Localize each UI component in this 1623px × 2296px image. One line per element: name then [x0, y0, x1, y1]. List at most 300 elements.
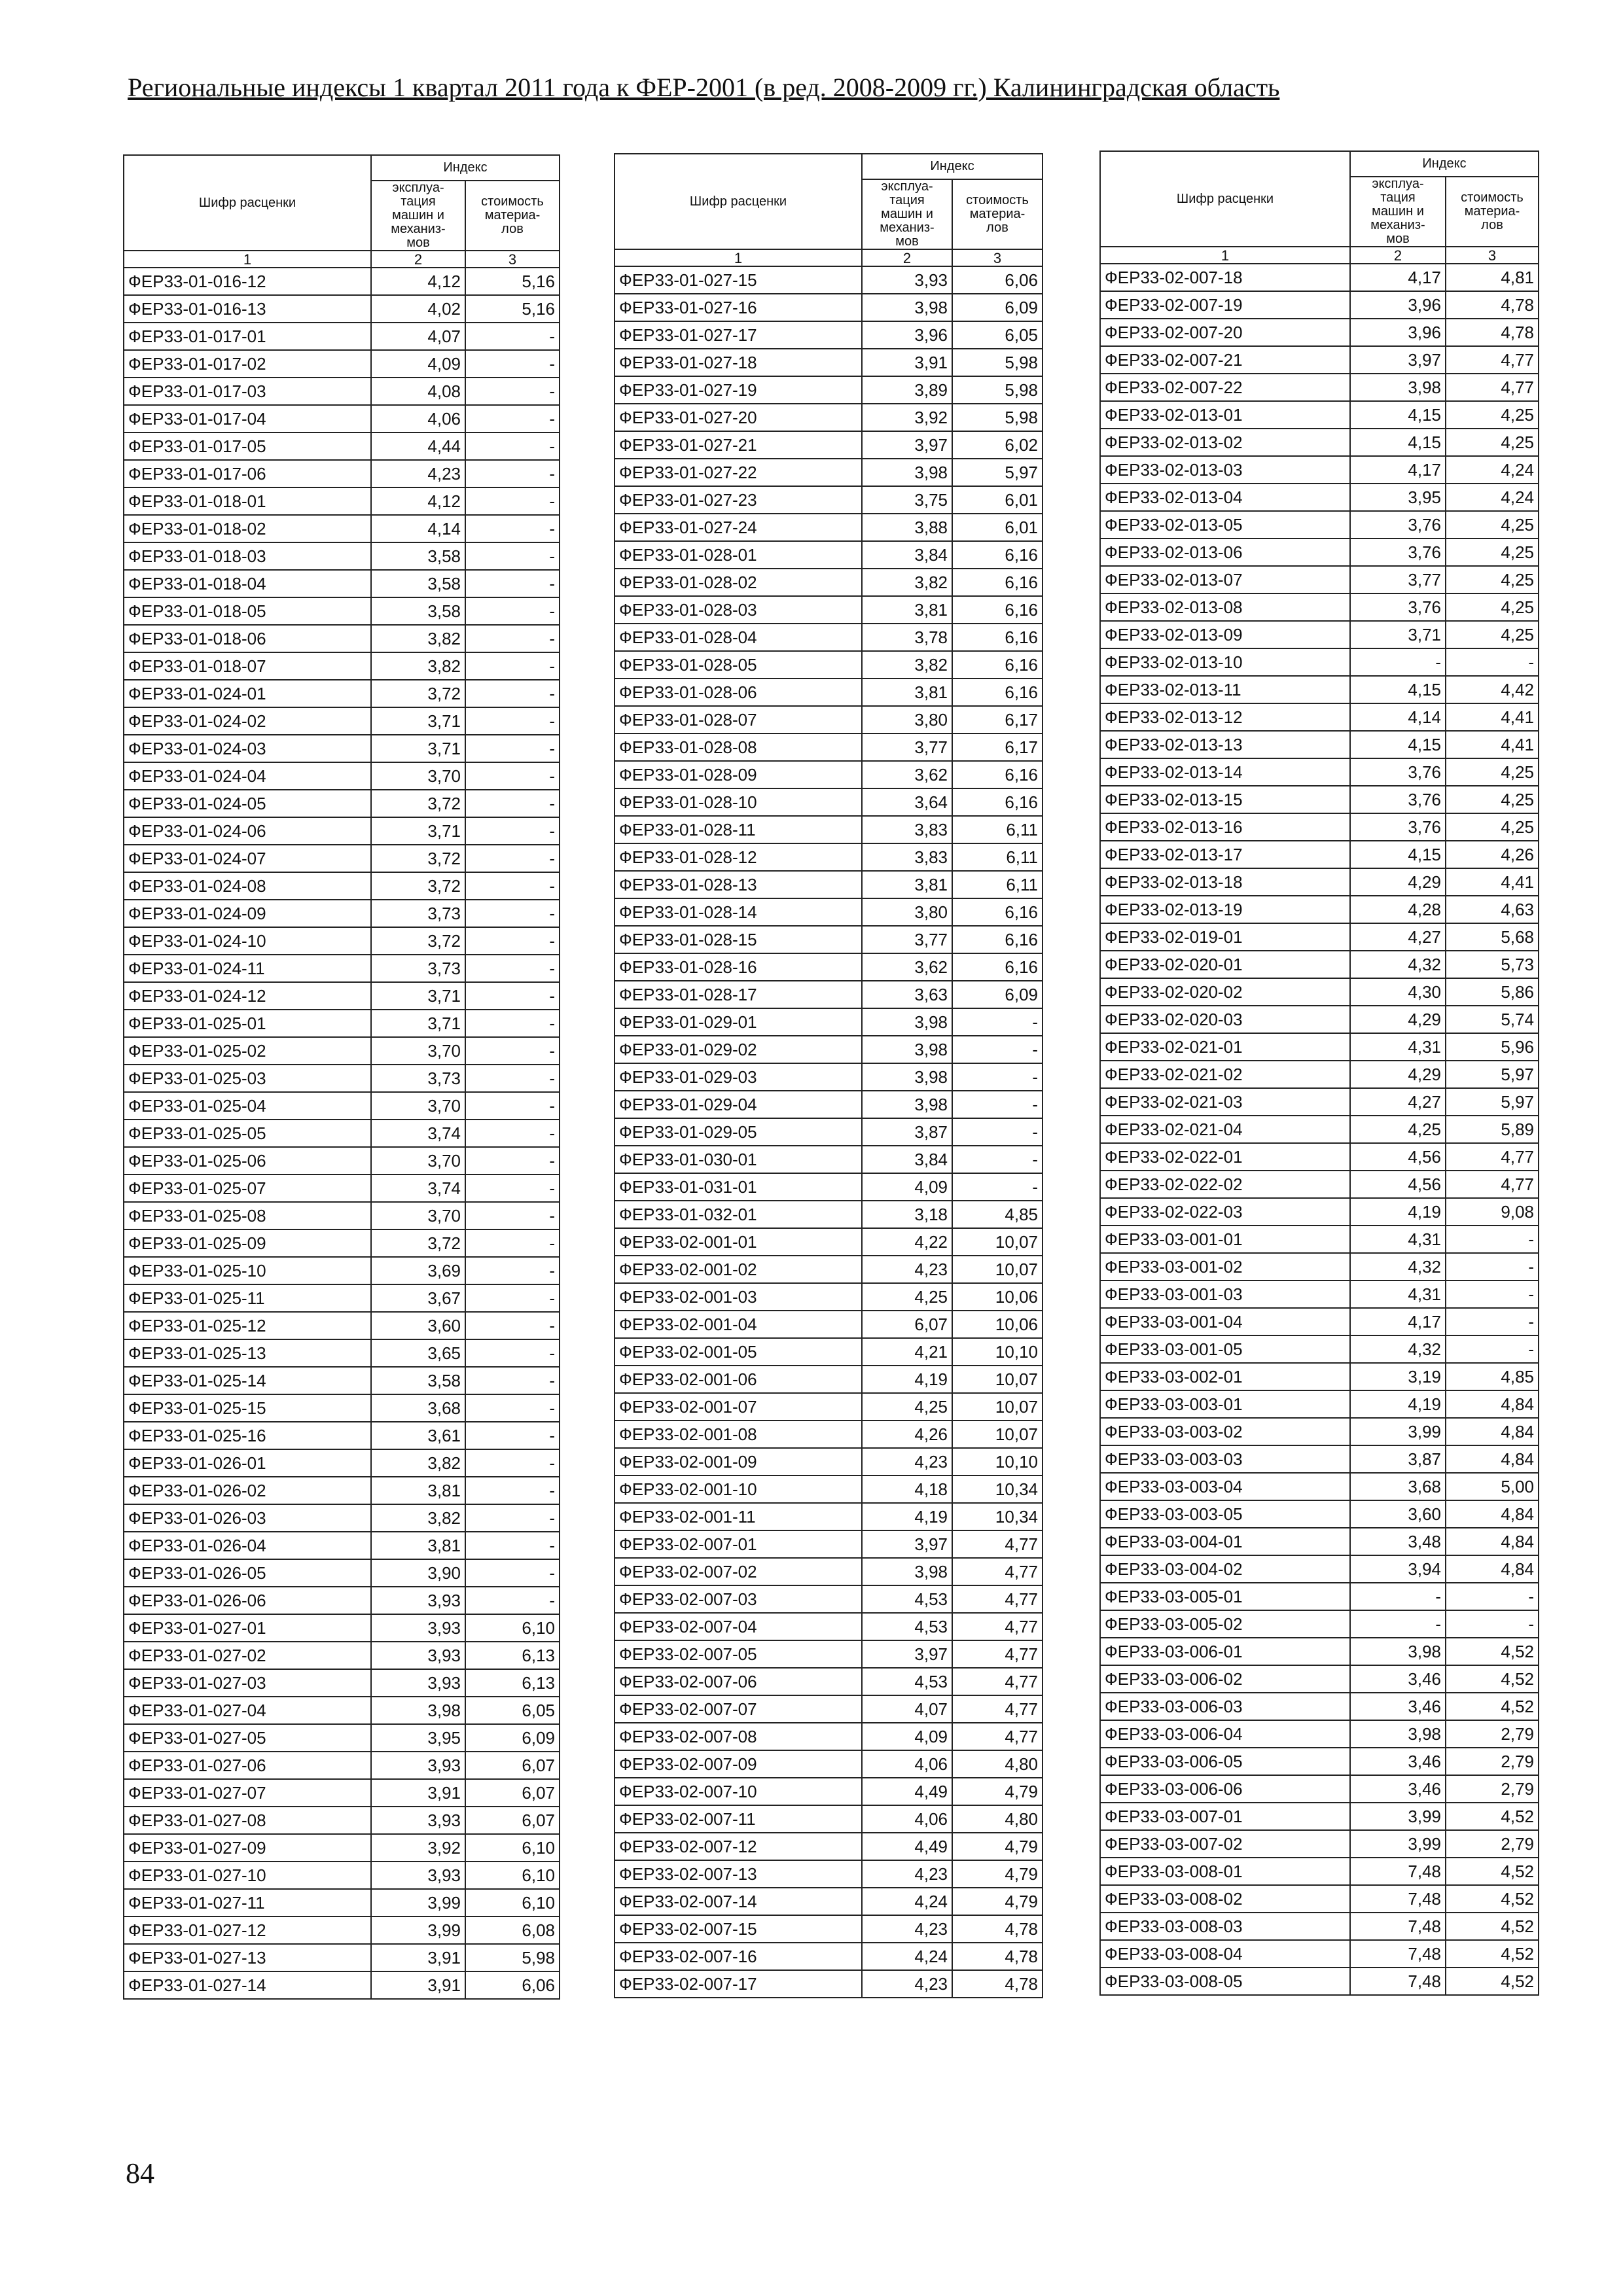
materials-index-cell: -	[465, 1504, 560, 1532]
table-row	[124, 1092, 560, 1120]
rate-code-cell: ФЕР33-02-013-14	[1100, 758, 1350, 786]
machines-index-cell: 3,95	[1350, 484, 1446, 511]
machines-index-cell: 3,76	[1350, 813, 1446, 841]
machines-index-cell: 3,96	[1350, 291, 1446, 319]
rate-code-cell: ФЕР33-02-001-04	[615, 1311, 862, 1338]
table-row	[1100, 758, 1539, 786]
rate-code-cell: ФЕР33-01-028-05	[615, 651, 862, 679]
table-row	[124, 1504, 560, 1532]
materials-index-cell: 6,17	[952, 706, 1043, 733]
materials-index-cell: 6,09	[465, 1724, 560, 1752]
table-row	[615, 1915, 1043, 1943]
machines-index-cell: 4,23	[371, 460, 465, 487]
table-row	[1100, 1363, 1539, 1390]
machines-index-cell: 4,23	[862, 1860, 952, 1888]
machines-index-cell: 4,26	[862, 1421, 952, 1448]
rate-code-cell: ФЕР33-01-025-15	[124, 1394, 371, 1422]
rate-code-cell: ФЕР33-03-005-02	[1100, 1610, 1350, 1638]
rate-code-cell: ФЕР33-01-027-24	[615, 514, 862, 541]
rate-code-cell: ФЕР33-01-024-03	[124, 735, 371, 762]
machines-index-cell: 3,91	[371, 1944, 465, 1971]
machines-index-cell: 3,46	[1350, 1665, 1446, 1693]
materials-index-cell: 6,07	[465, 1752, 560, 1779]
table-row	[124, 1284, 560, 1312]
table-row	[124, 295, 560, 323]
materials-index-cell: 4,25	[1446, 429, 1539, 456]
table-row	[1100, 1308, 1539, 1335]
rate-code-cell: ФЕР33-01-028-12	[615, 843, 862, 871]
table-row	[615, 706, 1043, 733]
price-index-table-2	[614, 153, 1043, 1998]
machines-index-cell: 4,15	[1350, 429, 1446, 456]
machines-index-cell: 3,82	[371, 652, 465, 680]
rate-code-cell: ФЕР33-01-027-13	[124, 1944, 371, 1971]
materials-index-cell: -	[465, 323, 560, 350]
table-row	[1100, 566, 1539, 593]
materials-index-cell: 6,01	[952, 514, 1043, 541]
rate-code-cell: ФЕР33-01-027-12	[124, 1916, 371, 1944]
rate-code-cell: ФЕР33-02-007-22	[1100, 374, 1350, 401]
table-row	[1100, 703, 1539, 731]
materials-index-cell: -	[465, 735, 560, 762]
machines-index-cell: 3,99	[1350, 1803, 1446, 1830]
materials-index-cell: -	[465, 1202, 560, 1229]
rate-code-cell: ФЕР33-01-028-02	[615, 569, 862, 596]
machines-index-cell: 4,15	[1350, 676, 1446, 703]
table-row	[124, 1559, 560, 1587]
materials-index-cell: 6,05	[952, 321, 1043, 349]
machines-index-cell: 3,91	[862, 349, 952, 376]
rate-code-cell: ФЕР33-01-024-06	[124, 817, 371, 845]
materials-index-cell: -	[1446, 1280, 1539, 1308]
rate-code-cell: ФЕР33-02-001-11	[615, 1503, 862, 1530]
rate-code-cell: ФЕР33-01-029-03	[615, 1063, 862, 1091]
table-row	[615, 871, 1043, 898]
table-row	[124, 900, 560, 927]
materials-index-cell: 5,98	[465, 1944, 560, 1971]
machines-index-cell: 4,49	[862, 1833, 952, 1860]
materials-index-cell: 6,16	[952, 898, 1043, 926]
rate-code-cell: ФЕР33-02-001-09	[615, 1448, 862, 1475]
machines-index-cell: 4,07	[371, 323, 465, 350]
materials-index-cell: 4,52	[1446, 1968, 1539, 1995]
machines-index-cell: 3,96	[862, 321, 952, 349]
rate-code-cell: ФЕР33-02-001-05	[615, 1338, 862, 1366]
materials-index-cell: 4,78	[952, 1915, 1043, 1943]
rate-code-cell: ФЕР33-01-028-07	[615, 706, 862, 733]
table-row	[615, 898, 1043, 926]
rate-code-cell: ФЕР33-02-013-19	[1100, 896, 1350, 923]
rate-code-cell: ФЕР33-01-028-13	[615, 871, 862, 898]
machines-index-cell: 3,58	[371, 570, 465, 597]
materials-index-cell: 6,16	[952, 541, 1043, 569]
machines-index-cell: 3,98	[862, 1558, 952, 1585]
table-row	[615, 1063, 1043, 1091]
materials-index-cell: 6,13	[465, 1642, 560, 1669]
materials-index-cell: -	[465, 460, 560, 487]
table-row	[124, 597, 560, 625]
table-row	[124, 1449, 560, 1477]
table-row	[1100, 1528, 1539, 1555]
rate-code-cell: ФЕР33-01-027-20	[615, 404, 862, 431]
table-row	[124, 515, 560, 542]
machines-index-cell: 3,98	[862, 1036, 952, 1063]
machines-index-cell: 3,82	[371, 1449, 465, 1477]
table-row	[124, 817, 560, 845]
machines-index-cell: 4,31	[1350, 1033, 1446, 1061]
table-row	[1100, 429, 1539, 456]
machines-index-cell: 3,76	[1350, 593, 1446, 621]
machines-index-cell: 3,98	[1350, 1720, 1446, 1748]
materials-index-cell: 4,77	[952, 1558, 1043, 1585]
table-row	[124, 1642, 560, 1669]
machines-index-cell: 3,46	[1350, 1775, 1446, 1803]
table-row	[1100, 1088, 1539, 1116]
materials-index-cell: 4,77	[952, 1723, 1043, 1750]
table-row	[124, 1010, 560, 1037]
materials-index-cell: 6,11	[952, 816, 1043, 843]
rate-code-cell: ФЕР33-03-003-04	[1100, 1473, 1350, 1500]
machines-index-cell: 4,32	[1350, 1253, 1446, 1280]
table-row	[124, 323, 560, 350]
machines-index-cell: 3,98	[862, 1091, 952, 1118]
materials-index-cell: -	[465, 762, 560, 790]
table-row	[615, 761, 1043, 788]
rate-code-cell: ФЕР33-01-028-17	[615, 981, 862, 1008]
materials-index-cell: 4,77	[1446, 374, 1539, 401]
materials-index-cell: -	[465, 955, 560, 982]
rate-code-cell: ФЕР33-01-018-03	[124, 542, 371, 570]
table-row	[615, 1585, 1043, 1613]
machines-index-cell: 3,18	[862, 1201, 952, 1228]
rate-code-cell: ФЕР33-02-007-10	[615, 1778, 862, 1805]
machines-column-header: эксплуа- тация машин и механиз- мов	[862, 179, 952, 249]
machines-index-cell: 3,58	[371, 1367, 465, 1394]
materials-index-cell: 4,79	[952, 1860, 1043, 1888]
materials-index-cell: 6,07	[465, 1807, 560, 1834]
machines-index-cell: 3,92	[862, 404, 952, 431]
machines-index-cell: 3,72	[371, 845, 465, 872]
rate-code-cell: ФЕР33-03-004-01	[1100, 1528, 1350, 1555]
materials-index-cell: 6,16	[952, 788, 1043, 816]
rate-code-cell: ФЕР33-03-006-02	[1100, 1665, 1350, 1693]
machines-index-cell: 4,12	[371, 268, 465, 295]
table-row	[615, 1008, 1043, 1036]
table-row	[1100, 868, 1539, 896]
rate-code-cell: ФЕР33-02-022-01	[1100, 1143, 1350, 1171]
rate-code-cell: ФЕР33-01-017-06	[124, 460, 371, 487]
rate-code-cell: ФЕР33-01-025-12	[124, 1312, 371, 1339]
rate-code-cell: ФЕР33-01-027-03	[124, 1669, 371, 1697]
table-row	[1100, 1803, 1539, 1830]
machines-index-cell: 3,87	[1350, 1445, 1446, 1473]
machines-index-cell: 3,99	[371, 1916, 465, 1944]
machines-index-cell: 3,48	[1350, 1528, 1446, 1555]
materials-index-cell: -	[465, 1174, 560, 1202]
materials-index-cell: 6,01	[952, 486, 1043, 514]
table-row	[615, 514, 1043, 541]
machines-index-cell: 4,12	[371, 487, 465, 515]
table-row	[615, 981, 1043, 1008]
machines-index-cell: 4,19	[1350, 1390, 1446, 1418]
materials-index-cell: -	[465, 1065, 560, 1092]
rate-code-cell: ФЕР33-02-020-03	[1100, 1006, 1350, 1033]
materials-index-cell: 5,97	[1446, 1088, 1539, 1116]
materials-index-cell: -	[465, 790, 560, 817]
table-row	[1100, 1885, 1539, 1913]
table-row	[124, 542, 560, 570]
rate-code-cell: ФЕР33-02-001-08	[615, 1421, 862, 1448]
materials-index-cell: -	[465, 1284, 560, 1312]
machines-index-cell: 4,09	[862, 1723, 952, 1750]
rate-code-cell: ФЕР33-01-026-01	[124, 1449, 371, 1477]
machines-index-cell: 3,80	[862, 706, 952, 733]
rate-code-cell: ФЕР33-02-013-09	[1100, 621, 1350, 648]
materials-index-cell: 4,77	[1446, 346, 1539, 374]
materials-index-cell: 6,16	[952, 596, 1043, 624]
machines-index-cell: 4,06	[862, 1805, 952, 1833]
index-column-header: Индекс	[862, 154, 1043, 179]
machines-index-cell: 3,74	[371, 1120, 465, 1147]
rate-code-cell: ФЕР33-01-025-09	[124, 1229, 371, 1257]
materials-index-cell: 4,85	[952, 1201, 1043, 1228]
rate-code-cell: ФЕР33-01-028-06	[615, 679, 862, 706]
materials-index-cell: -	[465, 1312, 560, 1339]
table-row	[615, 459, 1043, 486]
machines-index-cell: 4,02	[371, 295, 465, 323]
table-row	[615, 541, 1043, 569]
machines-index-cell: 3,46	[1350, 1693, 1446, 1720]
table-row	[1100, 456, 1539, 484]
machines-index-cell: 3,71	[1350, 621, 1446, 648]
rate-code-cell: ФЕР33-02-021-04	[1100, 1116, 1350, 1143]
machines-index-cell: 3,81	[862, 596, 952, 624]
table-row	[1100, 841, 1539, 868]
table-row	[124, 955, 560, 982]
machines-index-cell: 4,17	[1350, 264, 1446, 291]
table-row	[615, 1613, 1043, 1640]
materials-index-cell: 4,77	[952, 1695, 1043, 1723]
materials-index-cell: 4,80	[952, 1805, 1043, 1833]
table-row	[615, 1503, 1043, 1530]
machines-index-cell: 4,06	[371, 405, 465, 433]
rate-code-cell: ФЕР33-02-007-09	[615, 1750, 862, 1778]
table-row	[615, 926, 1043, 953]
rate-code-cell: ФЕР33-01-018-02	[124, 515, 371, 542]
rate-code-cell: ФЕР33-03-007-02	[1100, 1830, 1350, 1858]
rate-code-cell: ФЕР33-02-021-03	[1100, 1088, 1350, 1116]
machines-index-cell: 4,17	[1350, 1308, 1446, 1335]
machines-index-cell: 3,80	[862, 898, 952, 926]
table-row	[615, 294, 1043, 321]
rate-code-cell: ФЕР33-02-001-07	[615, 1393, 862, 1421]
materials-index-cell: 4,80	[952, 1750, 1043, 1778]
rate-code-cell: ФЕР33-03-005-01	[1100, 1583, 1350, 1610]
table-row	[615, 596, 1043, 624]
materials-index-cell: 4,79	[952, 1778, 1043, 1805]
materials-index-cell: 4,41	[1446, 731, 1539, 758]
rate-code-cell: ФЕР33-01-027-21	[615, 431, 862, 459]
machines-index-cell: 3,82	[371, 1504, 465, 1532]
machines-index-cell: 4,19	[862, 1366, 952, 1393]
materials-index-cell: 4,77	[952, 1668, 1043, 1695]
rate-code-cell: ФЕР33-02-019-01	[1100, 923, 1350, 951]
machines-index-cell: 3,97	[1350, 346, 1446, 374]
materials-index-cell: 6,17	[952, 733, 1043, 761]
machines-index-cell: 3,70	[371, 1202, 465, 1229]
machines-index-cell: 4,53	[862, 1585, 952, 1613]
table-row	[1100, 951, 1539, 978]
machines-index-cell: 3,63	[862, 981, 952, 1008]
materials-index-cell: 10,07	[952, 1256, 1043, 1283]
rate-code-cell: ФЕР33-03-001-05	[1100, 1335, 1350, 1363]
materials-index-cell: -	[465, 680, 560, 707]
materials-index-cell: 10,10	[952, 1338, 1043, 1366]
materials-index-cell: 4,52	[1446, 1665, 1539, 1693]
materials-index-cell: 6,16	[952, 651, 1043, 679]
materials-column-header: стоимость материа- лов	[1446, 177, 1539, 247]
table-row	[1100, 978, 1539, 1006]
table-row	[1100, 1775, 1539, 1803]
machines-index-cell: 3,76	[1350, 758, 1446, 786]
machines-index-cell: 4,32	[1350, 1335, 1446, 1363]
table-row	[1100, 319, 1539, 346]
table-row	[615, 1888, 1043, 1915]
materials-index-cell: 10,34	[952, 1475, 1043, 1503]
materials-index-cell: -	[465, 1559, 560, 1587]
machines-index-cell: 3,46	[1350, 1748, 1446, 1775]
materials-index-cell: -	[1446, 1308, 1539, 1335]
machines-index-cell: 3,81	[862, 679, 952, 706]
table-row	[1100, 1280, 1539, 1308]
materials-index-cell: 4,84	[1446, 1418, 1539, 1445]
materials-index-cell: 5,00	[1446, 1473, 1539, 1500]
materials-index-cell: 4,25	[1446, 539, 1539, 566]
machines-index-cell: 3,73	[371, 955, 465, 982]
machines-index-cell: 3,58	[371, 542, 465, 570]
materials-index-cell: 4,77	[952, 1640, 1043, 1668]
materials-index-cell: -	[465, 652, 560, 680]
rate-code-cell: ФЕР33-01-024-11	[124, 955, 371, 982]
machines-index-cell: 3,68	[371, 1394, 465, 1422]
machines-index-cell: 3,82	[862, 651, 952, 679]
table-row	[124, 1862, 560, 1889]
table-row	[124, 625, 560, 652]
machines-index-cell: 3,93	[371, 1642, 465, 1669]
machines-index-cell: 3,89	[862, 376, 952, 404]
rate-code-cell: ФЕР33-02-001-10	[615, 1475, 862, 1503]
materials-index-cell: -	[465, 1147, 560, 1174]
table-row	[615, 624, 1043, 651]
machines-index-cell: 4,17	[1350, 456, 1446, 484]
machines-index-cell: 3,77	[862, 733, 952, 761]
rate-code-cell: ФЕР33-01-025-07	[124, 1174, 371, 1202]
machines-index-cell: 3,97	[862, 1530, 952, 1558]
table-row	[1100, 484, 1539, 511]
table-row	[124, 982, 560, 1010]
table-row	[1100, 1913, 1539, 1940]
materials-index-cell: -	[465, 1422, 560, 1449]
machines-index-cell: 3,93	[371, 1862, 465, 1889]
rate-code-cell: ФЕР33-03-001-02	[1100, 1253, 1350, 1280]
table-row	[124, 1752, 560, 1779]
table-row	[1100, 1473, 1539, 1500]
machines-index-cell: 4,15	[1350, 731, 1446, 758]
machines-index-cell: 7,48	[1350, 1885, 1446, 1913]
materials-index-cell: 6,02	[952, 431, 1043, 459]
materials-index-cell: 4,52	[1446, 1858, 1539, 1885]
materials-index-cell: -	[465, 927, 560, 955]
machines-index-cell: 4,14	[1350, 703, 1446, 731]
machines-index-cell: 3,19	[1350, 1363, 1446, 1390]
table-row	[615, 1256, 1043, 1283]
materials-index-cell: 6,10	[465, 1862, 560, 1889]
rate-code-cell: ФЕР33-01-027-11	[124, 1889, 371, 1916]
rate-code-cell: ФЕР33-01-024-02	[124, 707, 371, 735]
table-row	[124, 1312, 560, 1339]
rate-code-cell: ФЕР33-02-001-02	[615, 1256, 862, 1283]
materials-index-cell: 6,10	[465, 1614, 560, 1642]
machines-index-cell: 3,99	[1350, 1830, 1446, 1858]
materials-index-cell: -	[1446, 1610, 1539, 1638]
table-row	[615, 1173, 1043, 1201]
rate-code-cell: ФЕР33-02-022-02	[1100, 1171, 1350, 1198]
machines-index-cell: -	[1350, 648, 1446, 676]
rate-code-cell: ФЕР33-02-007-18	[1100, 264, 1350, 291]
machines-index-cell: 3,84	[862, 1146, 952, 1173]
materials-index-cell: -	[465, 845, 560, 872]
rate-code-cell: ФЕР33-01-017-03	[124, 378, 371, 405]
machines-index-cell: 3,76	[1350, 511, 1446, 539]
materials-index-cell: 4,52	[1446, 1940, 1539, 1968]
materials-index-cell: 5,98	[952, 376, 1043, 404]
materials-index-cell: 4,25	[1446, 593, 1539, 621]
table-row	[1100, 1116, 1539, 1143]
machines-index-cell: 3,98	[862, 459, 952, 486]
machines-index-cell: 3,72	[371, 1229, 465, 1257]
materials-index-cell: 4,78	[1446, 319, 1539, 346]
machines-index-cell: 3,88	[862, 514, 952, 541]
table-row	[615, 651, 1043, 679]
rate-code-cell: ФЕР33-02-007-05	[615, 1640, 862, 1668]
materials-index-cell: -	[465, 1367, 560, 1394]
table-row	[124, 1120, 560, 1147]
materials-index-cell: -	[465, 570, 560, 597]
materials-index-cell: 4,77	[952, 1585, 1043, 1613]
table-row	[1100, 923, 1539, 951]
materials-index-cell: 10,10	[952, 1448, 1043, 1475]
machines-index-cell: 3,93	[371, 1669, 465, 1697]
materials-index-cell: 4,52	[1446, 1693, 1539, 1720]
table-row	[124, 1229, 560, 1257]
rate-code-cell: ФЕР33-01-017-01	[124, 323, 371, 350]
table-row	[1100, 264, 1539, 291]
table-row	[1100, 291, 1539, 319]
machines-index-cell: 3,95	[371, 1724, 465, 1752]
rate-code-cell: ФЕР33-01-028-15	[615, 926, 862, 953]
materials-index-cell: -	[952, 1063, 1043, 1091]
machines-index-cell: 3,94	[1350, 1555, 1446, 1583]
table-row	[615, 1228, 1043, 1256]
table-row	[615, 569, 1043, 596]
machines-index-cell: 3,71	[371, 817, 465, 845]
table-row	[124, 570, 560, 597]
rate-code-cell: ФЕР33-02-013-06	[1100, 539, 1350, 566]
rate-code-cell: ФЕР33-01-028-03	[615, 596, 862, 624]
table-row	[615, 1311, 1043, 1338]
table-row	[124, 1669, 560, 1697]
materials-index-cell: 5,16	[465, 268, 560, 295]
